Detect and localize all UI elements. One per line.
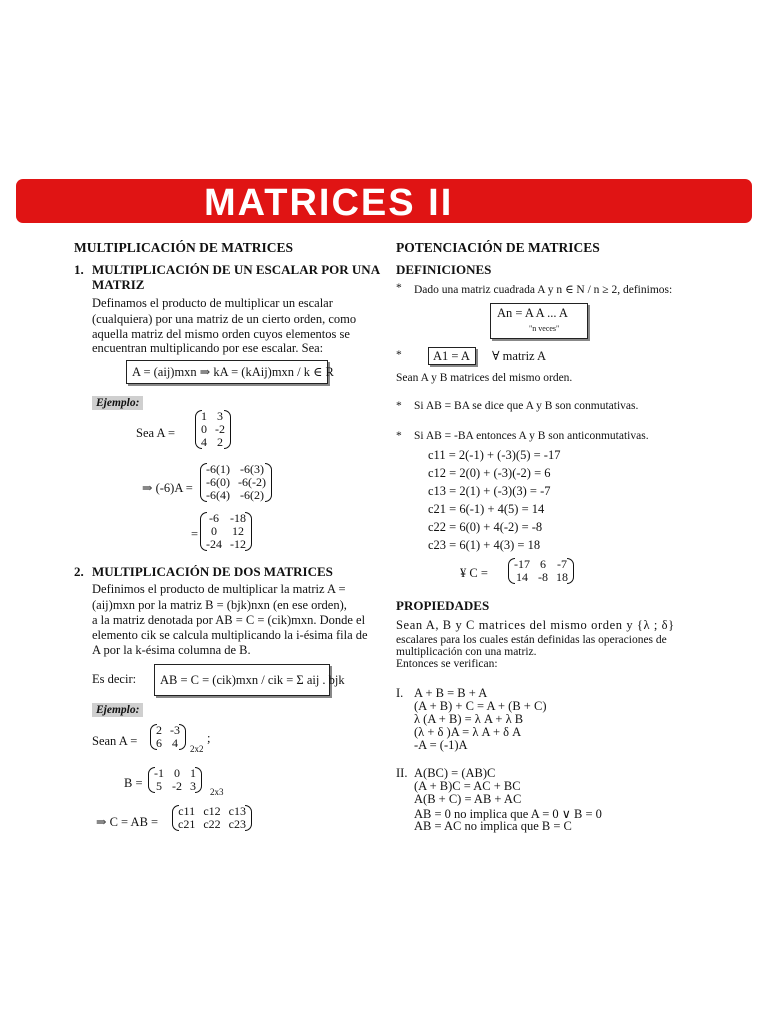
matrix-cell: 2	[156, 723, 162, 737]
prop-i-4: (λ + δ )A = λ A + δ A	[414, 725, 522, 739]
matrix-cell: 0	[174, 766, 180, 780]
bullet-3: *	[396, 400, 402, 412]
matrix-cell: -7	[557, 557, 567, 571]
matrix-cell: -8	[538, 570, 548, 584]
matrix-cell: -6(2)	[239, 488, 264, 502]
a1-box	[428, 347, 476, 365]
therefore-c-label: ¥ C =	[460, 566, 488, 580]
matrix-cell: -6(4)	[206, 488, 230, 502]
c13-line: c13 = 2(1) + (-3)(3) = -7	[428, 484, 551, 498]
matrix-cell: -18	[230, 511, 246, 525]
matrix-a	[197, 410, 229, 449]
s2-para-4: elemento cik se calcula multiplicando la i-ésima fila de	[92, 628, 368, 642]
prop-i-3: λ (A + B) = λ A + λ B	[414, 712, 524, 726]
props-para-4: Entonces se verifican:	[396, 658, 498, 670]
prop-ii-1: A(BC) = (AB)C	[414, 766, 496, 780]
semicolon: ;	[207, 731, 211, 745]
matrix-result	[202, 512, 250, 551]
c23-line: c23 = 6(1) + 4(3) = 18	[428, 538, 541, 552]
s1-para-4: encuentran multiplicando por ese escalar. Sea:	[92, 341, 324, 355]
matrix-cell: 12	[232, 524, 244, 538]
section-1-title-cont: MATRIZ	[92, 277, 145, 292]
scalar-formula: A = (aij)mxn ⇒ kA = (kAij)mxn / k ∈ R	[132, 365, 334, 379]
s2-para-3: a la matriz denotada por AB = C = (cik)mxn. Donde el	[92, 613, 366, 627]
s1-para-1: Definamos el producto de multiplicar un escalar	[92, 296, 333, 310]
matrix-c-result	[510, 558, 572, 584]
matrix-a2-order: 2x2	[190, 744, 204, 754]
s1-para-3: aquella matriz del mismo orden cuyos elementos se	[92, 327, 350, 341]
matrix-cell: 3	[217, 409, 223, 423]
neg6a-label: ⇒ (-6)A =	[142, 481, 193, 495]
matrix-cell: c22	[203, 817, 221, 831]
matrix-cell: c21	[178, 817, 196, 831]
section-2-title: MULTIPLICACIÓN DE DOS MATRICES	[92, 564, 333, 579]
definitions-heading: DEFINICIONES	[396, 262, 492, 277]
example-label-2: Ejemplo:	[92, 703, 143, 717]
matrix-cell: 6	[540, 557, 546, 571]
matrix-cell: -6(0)	[206, 475, 230, 489]
s2-para-1: Definimos el producto de multiplicar la matriz A =	[92, 582, 346, 596]
matrix-cell: c13	[228, 804, 246, 818]
c-eq-label: ⇒ C = AB =	[96, 815, 159, 829]
props-para-2: escalares para los cuales están definidas las operaciones de	[396, 634, 667, 646]
power-formula: An = A A ... A	[497, 306, 568, 320]
example-label: Ejemplo:	[92, 396, 143, 410]
prop-ii-5: AB = AC no implica que B = C	[414, 819, 572, 833]
matrix-cell: c23	[228, 817, 246, 831]
matrix-cell: 5	[156, 779, 162, 793]
a1-formula: A1 = A	[433, 349, 470, 363]
matrix-cell: c12	[203, 804, 221, 818]
matrix-cell: -1	[154, 766, 164, 780]
matrix-b2-order: 2x3	[210, 787, 224, 797]
matrix-cell: 4	[201, 435, 207, 449]
c11-line: c11 = 2(-1) + (-3)(5) = -17	[428, 448, 561, 462]
es-decir-label: Es decir:	[92, 672, 137, 686]
section-1-title: MULTIPLICACIÓN DE UN ESCALAR POR UNA	[92, 262, 381, 277]
section-1-number: 1.	[74, 262, 84, 277]
bullet-2: *	[396, 349, 402, 361]
prop-i-5: -A = (-1)A	[414, 738, 468, 752]
matrix-cell: 18	[556, 570, 568, 584]
bullet-4: *	[396, 430, 402, 442]
matrix-cell: -6(1)	[206, 462, 230, 476]
group-i-label: I.	[396, 686, 404, 700]
matrix-cell: 14	[516, 570, 528, 584]
matrix-neg6a	[202, 463, 270, 502]
matrix-cell: -17	[514, 557, 530, 571]
matrix-cell: -6(3)	[239, 462, 264, 476]
matrix-cell: -2	[172, 779, 182, 793]
matrix-cell: 3	[190, 779, 196, 793]
section-2-number: 2.	[74, 564, 84, 579]
prop-ii-2: (A + B)C = AC + BC	[414, 779, 521, 793]
matrix-cell: 6	[156, 736, 162, 750]
right-heading: POTENCIACIÓN DE MATRICES	[396, 240, 600, 255]
prop-i-2: (A + B) + C = A + (B + C)	[414, 699, 547, 713]
product-formula-box	[154, 664, 345, 696]
matrix-cell: -12	[230, 537, 246, 551]
props-para-3: multiplicación con una matriz.	[396, 646, 537, 658]
forall-text: ∀ matriz A	[492, 349, 547, 363]
matrix-cell: -6	[209, 511, 219, 525]
b-eq-label: B =	[124, 776, 143, 790]
matrix-cell: 0	[201, 422, 207, 436]
prop-ii-3: A(B + C) = AB + AC	[414, 792, 522, 806]
sean-a-label: Sean A =	[92, 734, 138, 748]
anticommutative-text: Si AB = -BA entonces A y B son anticonmutativas.	[414, 430, 649, 442]
prop-ii-4: AB = 0 no implica que A = 0 ∨ B = 0	[414, 807, 602, 821]
matrix-cell: -6(-2)	[238, 475, 266, 489]
group-ii-label: II.	[396, 766, 408, 780]
s2-para-5: A por la k-ésima columna de B.	[92, 643, 251, 657]
matrix-cell: 1	[190, 766, 196, 780]
matrix-a2	[152, 724, 184, 750]
page-title: MATRICES II	[204, 182, 454, 224]
matrix-cell: -24	[206, 537, 222, 551]
def-1: Dado una matriz cuadrada A y n ∈ N / n ≥ 2, definimos:	[414, 284, 673, 296]
power-formula-box	[490, 303, 588, 339]
matrix-cell: 0	[211, 524, 217, 538]
prop-i-1: A + B = B + A	[414, 686, 488, 700]
power-note: "n veces"	[529, 324, 560, 333]
matrix-cell: 4	[172, 736, 178, 750]
matrix-cell: -2	[215, 422, 225, 436]
matrix-cell: 1	[201, 409, 207, 423]
matrix-cell: -3	[170, 723, 180, 737]
matrix-c2	[174, 805, 250, 831]
props-para-1: Sean A, B y C matrices del mismo orden y {λ ; δ}	[396, 618, 675, 632]
c22-line: c22 = 6(0) + 4(-2) = -8	[428, 520, 543, 534]
bullet-1: *	[396, 282, 402, 294]
properties-heading: PROPIEDADES	[396, 598, 490, 613]
scalar-formula-box	[126, 360, 334, 384]
product-formula: AB = C = (cik)mxn / cik = Σ aij . bjk	[160, 673, 345, 687]
matrix-cell: c11	[178, 804, 196, 818]
commutative-text: Si AB = BA se dice que A y B son conmutativas.	[414, 400, 639, 412]
c21-line: c21 = 6(-1) + 4(5) = 14	[428, 502, 545, 516]
s1-para-2: (cualquiera) por una matriz de un cierto orden, como	[92, 312, 357, 326]
left-heading: MULTIPLICACIÓN DE MATRICES	[74, 240, 294, 255]
s2-para-2: (aij)mxn por la matriz B = (bjk)nxn (en ese orden),	[92, 598, 347, 612]
equals-sign: =	[191, 527, 199, 541]
sea-a-label: Sea A =	[136, 426, 175, 440]
sean-text: Sean A y B matrices del mismo orden.	[396, 372, 573, 384]
matrix-cell: 2	[217, 435, 223, 449]
matrix-b2	[150, 767, 200, 793]
c12-line: c12 = 2(0) + (-3)(-2) = 6	[428, 466, 551, 480]
